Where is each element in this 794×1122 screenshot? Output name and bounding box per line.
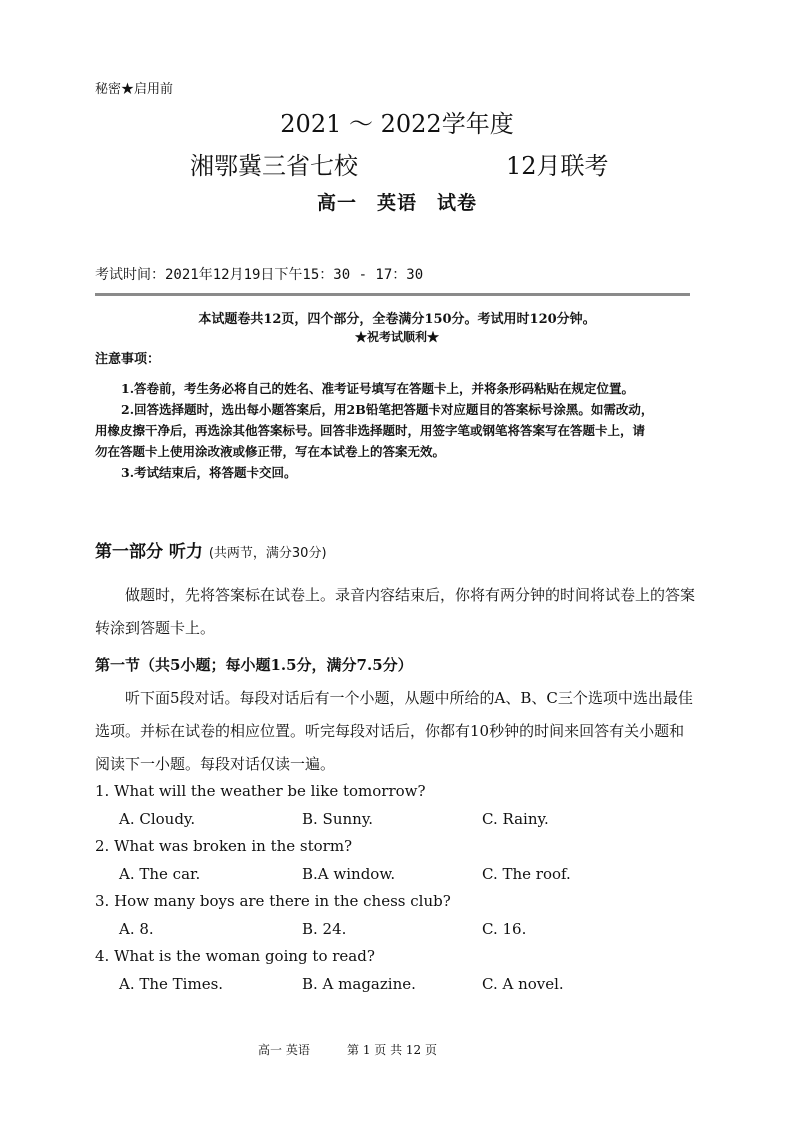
exam-summary: 本试题卷共12页，四个部分，全卷满分150分。考试用时120分钟。 xyxy=(198,312,596,327)
option-c: C. The roof. xyxy=(482,865,571,883)
option-b: B. 24. xyxy=(302,920,347,938)
option-b: B.A window. xyxy=(302,865,396,883)
part1-subtitle: (共两节，满分30分) xyxy=(208,546,327,561)
confidential-label: 秘密★启用前 xyxy=(95,82,174,97)
school-year-title: 2021 ～ 2022学年度 xyxy=(280,110,514,138)
part1-title: 第一部分 听力 xyxy=(95,542,203,562)
header-divider xyxy=(95,293,690,296)
option-c: C. Rainy. xyxy=(482,810,549,828)
good-luck-note: ★祝考试顺利★ xyxy=(354,330,439,344)
subject-title: 高一 英语 试卷 xyxy=(316,192,477,214)
part1-heading xyxy=(95,537,327,562)
section1-title: 第一节（共5小题；每小题1.5分，满分7.5分） xyxy=(95,656,413,674)
footer-subject: 高一 英语 xyxy=(258,1043,310,1057)
part1-intro: 做题时，先将答案标在试卷上。录音内容结束后，你将有两分钟的时间将试卷上的答案转涂到答题卡上。 xyxy=(95,586,696,637)
question-text: 2. What was broken in the storm? xyxy=(95,837,353,855)
option-a: A. 8. xyxy=(119,920,154,938)
question-text: 4. What is the woman going to read? xyxy=(95,947,375,965)
notice-item: 3.考试结束后，将答题卡交回。 xyxy=(121,465,297,480)
page-number: 第 1 页 共 12 页 xyxy=(347,1043,437,1057)
option-c: C. 16. xyxy=(482,920,527,938)
notice-list xyxy=(95,378,655,483)
question-text: 1. What will the weather be like tomorrow? xyxy=(95,782,426,800)
section1-intro: 听下面5段对话。每段对话后有一个小题，从题中所给的A、B、C三个选项中选出最佳选项。并标在试卷的相应位置。听完每段对话后，你都有10秒钟的时间来回答有关小题和阅读下一小题。每段对话仅读一遍。 xyxy=(95,689,693,773)
option-a: A. The Times. xyxy=(119,975,224,993)
notice-title: 注意事项： xyxy=(95,352,161,367)
option-a: A. Cloudy. xyxy=(119,810,196,828)
exam-name: 12月联考 xyxy=(506,152,609,180)
notice-item: 2.回答选择题时，选出每小题答案后，用2B铅笔把答题卡对应题目的答案标号涂黑。如需改动，用橡皮擦干净后，再选涂其他答案标号。回答非选择题时，用签字笔或钢笔将答案写在答题卡上，请勿在答题卡上使用涂改液或修正带，写在本试卷上的答案无效。 xyxy=(95,402,654,459)
option-a: A. The car. xyxy=(119,865,201,883)
option-c: C. A novel. xyxy=(482,975,564,993)
notice-item: 1.答卷前，考生务必将自己的姓名、准考证号填写在答题卡上，并将条形码粘贴在规定位置。 xyxy=(121,381,635,396)
exam-time: 考试时间：2021年12月19日下午15：30 - 17：30 xyxy=(95,267,424,283)
school-name: 湘鄂冀三省七校 xyxy=(190,152,358,180)
option-b: B. Sunny. xyxy=(302,810,374,828)
question-text: 3. How many boys are there in the chess club? xyxy=(95,892,451,910)
option-b: B. A magazine. xyxy=(302,975,416,993)
